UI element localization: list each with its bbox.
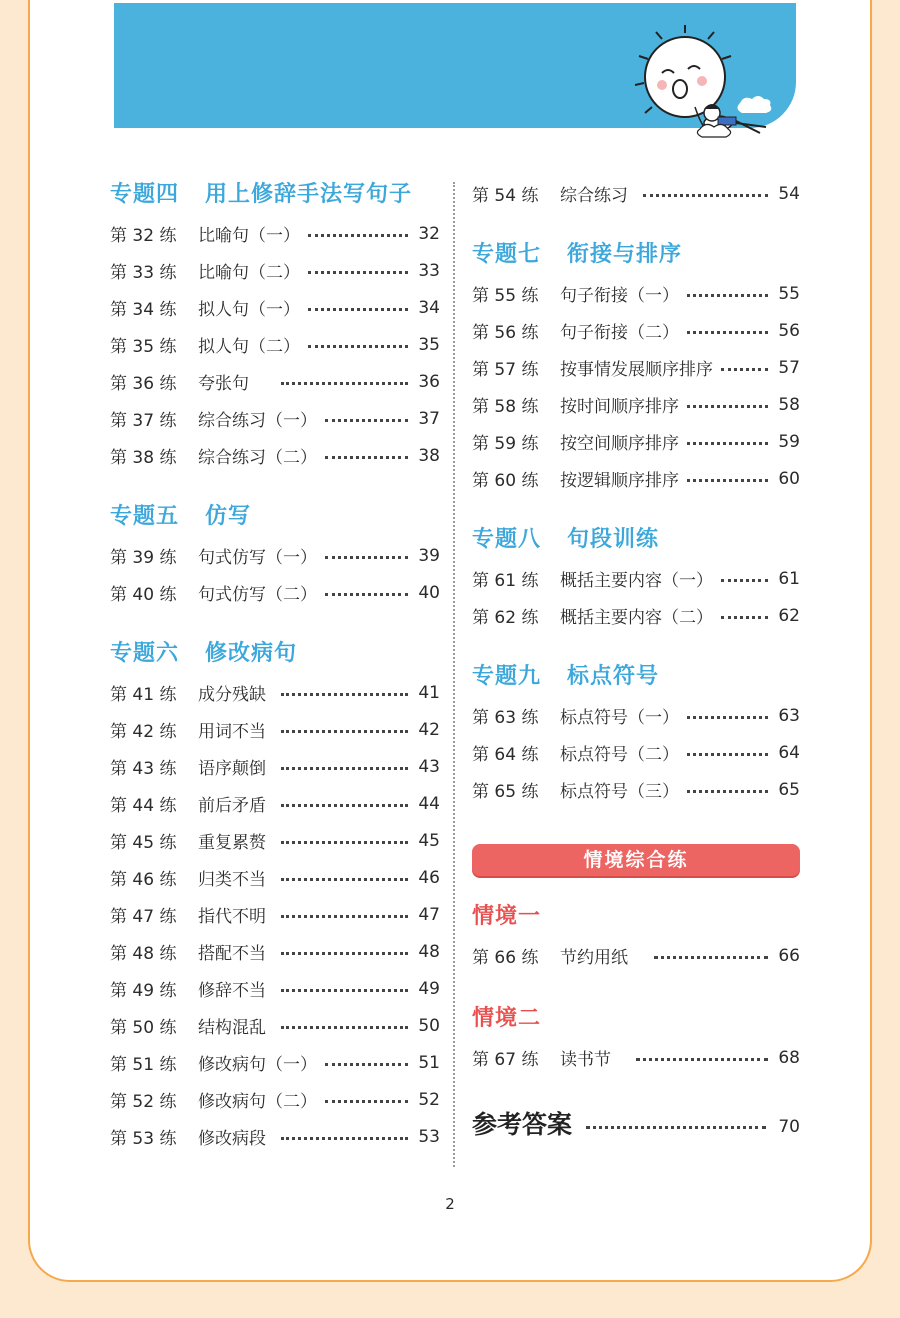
entry-page: 60 bbox=[778, 468, 800, 489]
entry-name: 句子衔接（一） bbox=[560, 286, 679, 306]
toc-entry[interactable] bbox=[110, 537, 440, 574]
section-head: 专题五 bbox=[110, 504, 180, 529]
section-title-topic-4 bbox=[110, 178, 440, 212]
dot-leader bbox=[687, 479, 768, 482]
toc-entry[interactable] bbox=[110, 326, 440, 363]
entry-page: 38 bbox=[418, 445, 440, 466]
entry-number: 第 46 练 bbox=[110, 870, 177, 890]
entry-name: 指代不明 bbox=[198, 907, 266, 927]
entry-name: 成分残缺 bbox=[198, 685, 266, 705]
entry-number: 第 36 练 bbox=[110, 374, 177, 394]
entry-name: 概括主要内容（一） bbox=[560, 571, 713, 591]
toc-entry[interactable] bbox=[472, 349, 800, 386]
dot-leader bbox=[325, 593, 408, 596]
entry-page: 42 bbox=[418, 719, 440, 740]
spacer bbox=[110, 611, 440, 637]
entry-page: 41 bbox=[418, 682, 440, 703]
toc-entry[interactable] bbox=[472, 597, 800, 634]
toc-entry[interactable] bbox=[110, 1081, 440, 1118]
toc-right-column bbox=[472, 178, 800, 1148]
dot-leader bbox=[654, 956, 768, 959]
dot-leader bbox=[325, 419, 408, 422]
page-number: 2 bbox=[445, 1195, 455, 1213]
toc-entry[interactable] bbox=[110, 363, 440, 400]
scenario-title-2: 情境二 bbox=[472, 1006, 542, 1031]
entry-number: 第 62 练 bbox=[472, 608, 539, 628]
toc-left-column bbox=[110, 178, 440, 1155]
dot-leader bbox=[325, 556, 408, 559]
toc-entry[interactable] bbox=[110, 970, 440, 1007]
entry-page: 34 bbox=[418, 297, 440, 318]
column-divider bbox=[453, 182, 455, 1167]
toc-entry[interactable] bbox=[472, 771, 800, 808]
entry-number: 第 43 练 bbox=[110, 759, 177, 779]
spacer bbox=[472, 497, 800, 523]
entry-name: 句式仿写（二） bbox=[198, 585, 317, 605]
toc-entry[interactable] bbox=[110, 289, 440, 326]
entry-name: 修辞不当 bbox=[198, 981, 266, 1001]
entry-page: 49 bbox=[418, 978, 440, 999]
toc-entry[interactable] bbox=[110, 252, 440, 289]
toc-entry[interactable] bbox=[110, 711, 440, 748]
entry-page: 45 bbox=[418, 830, 440, 851]
spacer bbox=[110, 474, 440, 500]
entry-number: 第 64 练 bbox=[472, 745, 539, 765]
entry-number: 第 50 练 bbox=[110, 1018, 177, 1038]
entry-name: 结构混乱 bbox=[198, 1018, 266, 1038]
entry-name: 比喻句（一） bbox=[198, 226, 300, 246]
section-title-topic-8 bbox=[472, 523, 800, 557]
entry-page: 52 bbox=[418, 1089, 440, 1110]
dot-leader bbox=[281, 767, 408, 770]
entry-page: 61 bbox=[778, 568, 800, 589]
dot-leader bbox=[281, 804, 408, 807]
dot-leader bbox=[281, 878, 408, 881]
toc-entry[interactable] bbox=[472, 560, 800, 597]
entry-page: 56 bbox=[778, 320, 800, 341]
entry-number: 第 47 练 bbox=[110, 907, 177, 927]
entry-name: 比喻句（二） bbox=[198, 263, 300, 283]
entry-number: 第 34 练 bbox=[110, 300, 177, 320]
spacer bbox=[472, 634, 800, 660]
entry-name: 按事情发展顺序排序 bbox=[560, 360, 713, 380]
toc-entry[interactable] bbox=[110, 674, 440, 711]
entry-page: 46 bbox=[418, 867, 440, 888]
entry-name: 按空间顺序排序 bbox=[560, 434, 679, 454]
section-head: 专题四 bbox=[110, 182, 180, 207]
toc-entry[interactable] bbox=[110, 400, 440, 437]
entry-name: 修改病句（一） bbox=[198, 1055, 317, 1075]
entry-page: 37 bbox=[418, 408, 440, 429]
entry-name: 拟人句（二） bbox=[198, 337, 300, 357]
toc-entry[interactable] bbox=[110, 1044, 440, 1081]
entry-page: 57 bbox=[778, 357, 800, 378]
entry-name: 节约用纸 bbox=[560, 948, 628, 968]
entry-number: 第 45 练 bbox=[110, 833, 177, 853]
dot-leader bbox=[687, 753, 768, 756]
entry-number: 第 40 练 bbox=[110, 585, 177, 605]
entry-name: 重复累赘 bbox=[198, 833, 266, 853]
toc-entry[interactable] bbox=[472, 734, 800, 771]
section-name: 标点符号 bbox=[567, 664, 660, 689]
section-name: 仿写 bbox=[205, 504, 252, 529]
entry-name: 句式仿写（一） bbox=[198, 548, 317, 568]
toc-entry[interactable] bbox=[110, 1118, 440, 1155]
entry-page: 62 bbox=[778, 605, 800, 626]
dot-leader bbox=[325, 1063, 408, 1066]
entry-number: 第 63 练 bbox=[472, 708, 539, 728]
toc-entry[interactable] bbox=[110, 574, 440, 611]
toc-entry[interactable] bbox=[472, 275, 800, 312]
entry-page: 43 bbox=[418, 756, 440, 777]
toc-entry[interactable] bbox=[110, 1007, 440, 1044]
entry-name: 综合练习 bbox=[560, 186, 628, 206]
entry-number: 第 32 练 bbox=[110, 226, 177, 246]
entry-page: 39 bbox=[418, 545, 440, 566]
entry-name: 前后矛盾 bbox=[198, 796, 266, 816]
entry-name: 归类不当 bbox=[198, 870, 266, 890]
entry-page: 54 bbox=[778, 183, 800, 204]
entry-number: 第 53 练 bbox=[110, 1129, 177, 1149]
dot-leader bbox=[687, 790, 768, 793]
entry-page: 35 bbox=[418, 334, 440, 355]
entry-number: 第 33 练 bbox=[110, 263, 177, 283]
dot-leader bbox=[281, 693, 408, 696]
entry-page: 64 bbox=[778, 742, 800, 763]
entry-name: 按时间顺序排序 bbox=[560, 397, 679, 417]
dot-leader bbox=[721, 579, 768, 582]
toc-entry[interactable] bbox=[472, 386, 800, 423]
entry-page: 55 bbox=[778, 283, 800, 304]
entry-name: 综合练习（二） bbox=[198, 448, 317, 468]
dot-leader bbox=[687, 405, 768, 408]
dot-leader bbox=[687, 716, 768, 719]
dot-leader bbox=[281, 952, 408, 955]
entry-page: 65 bbox=[778, 779, 800, 800]
toc-entry[interactable] bbox=[110, 748, 440, 785]
entry-name: 句子衔接（二） bbox=[560, 323, 679, 343]
entry-name: 用词不当 bbox=[198, 722, 266, 742]
entry-page: 47 bbox=[418, 904, 440, 925]
entry-page: 58 bbox=[778, 394, 800, 415]
dot-leader bbox=[281, 382, 408, 385]
entry-name: 拟人句（一） bbox=[198, 300, 300, 320]
toc-entry[interactable] bbox=[472, 1039, 800, 1076]
entry-name: 综合练习（一） bbox=[198, 411, 317, 431]
entry-number: 第 42 练 bbox=[110, 722, 177, 742]
toc-entry[interactable] bbox=[110, 215, 440, 252]
entry-page: 32 bbox=[418, 223, 440, 244]
section-head: 专题八 bbox=[472, 527, 542, 552]
dot-leader bbox=[687, 294, 768, 297]
entry-name: 夸张句 bbox=[198, 374, 249, 394]
sun-kid-illustration bbox=[600, 25, 800, 150]
dot-leader bbox=[281, 989, 408, 992]
entry-number: 第 60 练 bbox=[472, 471, 539, 491]
dot-leader bbox=[281, 1137, 408, 1140]
answers-entry[interactable] bbox=[472, 1098, 800, 1148]
entry-number: 第 54 练 bbox=[472, 186, 539, 206]
entry-name: 按逻辑顺序排序 bbox=[560, 471, 679, 491]
section-title-topic-6 bbox=[110, 637, 440, 671]
entry-page: 36 bbox=[418, 371, 440, 392]
entry-name: 标点符号（三） bbox=[560, 782, 679, 802]
entry-number: 第 52 练 bbox=[110, 1092, 177, 1112]
dot-leader bbox=[325, 456, 408, 459]
entry-name: 修改病段 bbox=[198, 1129, 266, 1149]
entry-page: 68 bbox=[778, 1047, 800, 1068]
entry-page: 63 bbox=[778, 705, 800, 726]
entry-page: 48 bbox=[418, 941, 440, 962]
entry-page: 40 bbox=[418, 582, 440, 603]
entry-number: 第 51 练 bbox=[110, 1055, 177, 1075]
entry-page: 53 bbox=[418, 1126, 440, 1147]
toc-entry[interactable] bbox=[110, 437, 440, 474]
entry-page: 51 bbox=[418, 1052, 440, 1073]
scenario-banner: 情境综合练 bbox=[472, 844, 800, 876]
toc-entry[interactable] bbox=[110, 822, 440, 859]
section-name: 句段训练 bbox=[567, 527, 660, 552]
section-head: 专题六 bbox=[110, 641, 180, 666]
dot-leader bbox=[721, 368, 768, 371]
toc-entry[interactable] bbox=[110, 933, 440, 970]
dot-leader bbox=[721, 616, 768, 619]
entry-number: 第 59 练 bbox=[472, 434, 539, 454]
entry-number: 第 37 练 bbox=[110, 411, 177, 431]
dot-leader bbox=[308, 308, 408, 311]
dot-leader bbox=[586, 1126, 766, 1129]
dot-leader bbox=[281, 841, 408, 844]
entry-name: 标点符号（一） bbox=[560, 708, 679, 728]
entry-page: 66 bbox=[778, 945, 800, 966]
entry-page: 50 bbox=[418, 1015, 440, 1036]
entry-number: 第 44 练 bbox=[110, 796, 177, 816]
entry-page: 44 bbox=[418, 793, 440, 814]
entry-number: 第 56 练 bbox=[472, 323, 539, 343]
entry-number: 第 58 练 bbox=[472, 397, 539, 417]
entry-number: 第 61 练 bbox=[472, 571, 539, 591]
entry-page: 59 bbox=[778, 431, 800, 452]
section-head: 专题七 bbox=[472, 242, 542, 267]
dot-leader bbox=[687, 442, 768, 445]
entry-number: 第 65 练 bbox=[472, 782, 539, 802]
entry-number: 第 48 练 bbox=[110, 944, 177, 964]
entry-name: 语序颠倒 bbox=[198, 759, 266, 779]
spacer bbox=[472, 212, 800, 238]
toc-entry[interactable] bbox=[472, 423, 800, 460]
entry-name: 搭配不当 bbox=[198, 944, 266, 964]
entry-number: 第 39 练 bbox=[110, 548, 177, 568]
answers-page: 70 bbox=[778, 1117, 800, 1137]
toc-entry[interactable] bbox=[472, 460, 800, 497]
dot-leader bbox=[325, 1100, 408, 1103]
entry-number: 第 55 练 bbox=[472, 286, 539, 306]
dot-leader bbox=[281, 915, 408, 918]
entry-number: 第 49 练 bbox=[110, 981, 177, 1001]
dot-leader bbox=[636, 1058, 768, 1061]
section-title-topic-7 bbox=[472, 238, 800, 272]
section-name: 衔接与排序 bbox=[567, 242, 683, 267]
entry-number: 第 67 练 bbox=[472, 1050, 539, 1070]
entry-page: 33 bbox=[418, 260, 440, 281]
scenario-title-1: 情境一 bbox=[472, 904, 542, 929]
entry-number: 第 38 练 bbox=[110, 448, 177, 468]
toc-entry[interactable] bbox=[110, 859, 440, 896]
toc-entry[interactable] bbox=[472, 937, 800, 974]
dot-leader bbox=[281, 1026, 408, 1029]
entry-number: 第 35 练 bbox=[110, 337, 177, 357]
answers-label: 参考答案 bbox=[472, 1110, 573, 1139]
section-title-topic-9 bbox=[472, 660, 800, 694]
entry-number: 第 66 练 bbox=[472, 948, 539, 968]
entry-name: 读书节 bbox=[560, 1050, 611, 1070]
entry-number: 第 57 练 bbox=[472, 360, 539, 380]
dot-leader bbox=[687, 331, 768, 334]
entry-number: 第 41 练 bbox=[110, 685, 177, 705]
entry-name: 修改病句（二） bbox=[198, 1092, 317, 1112]
section-name: 修改病句 bbox=[205, 641, 298, 666]
toc-entry[interactable] bbox=[110, 896, 440, 933]
dot-leader bbox=[281, 730, 408, 733]
toc-entry[interactable] bbox=[472, 175, 800, 212]
section-title-topic-5 bbox=[110, 500, 440, 534]
section-head: 专题九 bbox=[472, 664, 542, 689]
entry-name: 标点符号（二） bbox=[560, 745, 679, 765]
toc-entry[interactable] bbox=[472, 697, 800, 734]
dot-leader bbox=[308, 345, 408, 348]
toc-entry[interactable] bbox=[110, 785, 440, 822]
toc-entry[interactable] bbox=[472, 312, 800, 349]
dot-leader bbox=[308, 234, 408, 237]
entry-name: 概括主要内容（二） bbox=[560, 608, 713, 628]
section-name: 用上修辞手法写句子 bbox=[205, 182, 413, 207]
dot-leader bbox=[643, 194, 768, 197]
dot-leader bbox=[308, 271, 408, 274]
